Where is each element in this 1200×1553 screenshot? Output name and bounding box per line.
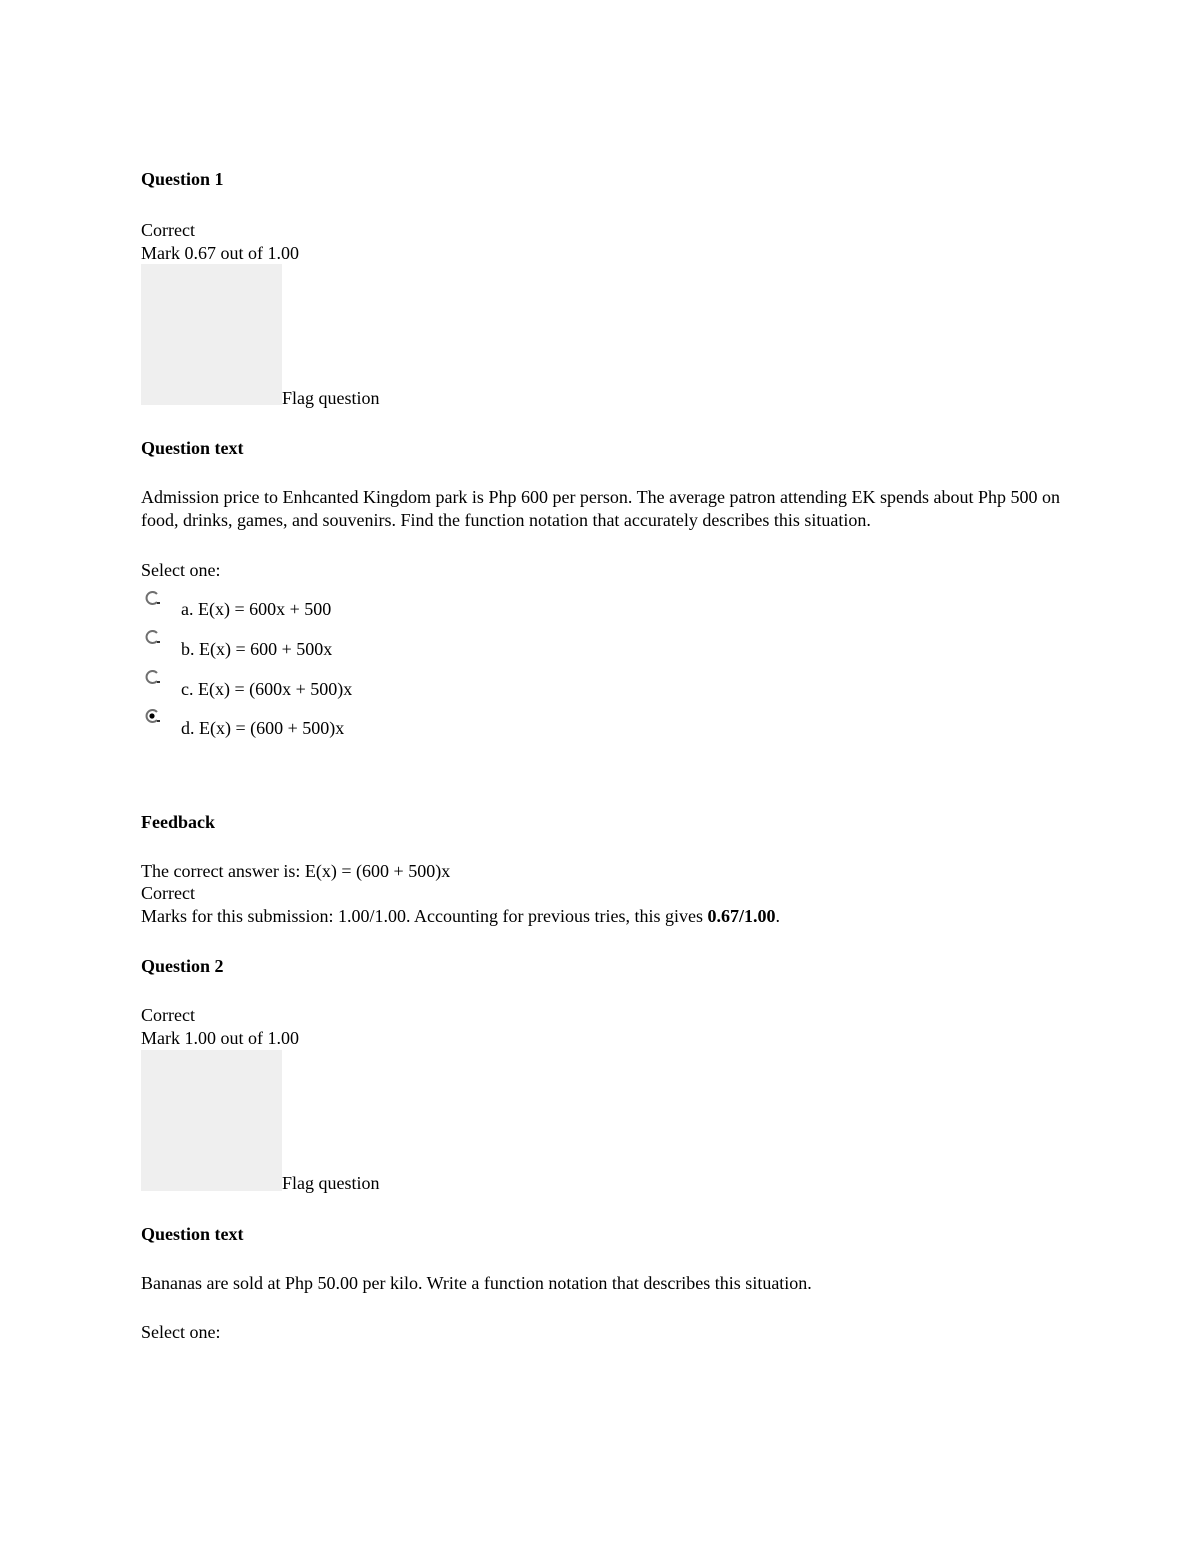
feedback-state: Correct: [141, 883, 195, 903]
radio-option-d-selected[interactable]: [145, 708, 161, 724]
question-2-text: Bananas are sold at Php 50.00 per kilo. Write a function notation that describes this situation.: [141, 1273, 812, 1293]
flag-icon-placeholder[interactable]: [141, 1050, 282, 1191]
question-2-mark: Mark 1.00 out of 1.00: [141, 1028, 299, 1048]
feedback-marks-text: Marks for this submission: 1.00/1.00. Accounting for previous tries, this gives: [141, 906, 708, 926]
question-1-text-heading: Question text: [141, 438, 244, 458]
question-1-flag-link[interactable]: Flag question: [282, 388, 380, 408]
feedback-heading: Feedback: [141, 812, 215, 832]
option-c-label[interactable]: c. E(x) = (600x + 500)x: [181, 679, 353, 699]
feedback-marks-score: 0.67/1.00: [707, 906, 776, 926]
question-1-heading: Question 1: [141, 169, 224, 189]
radio-option-b[interactable]: [145, 629, 161, 645]
question-2-flag-link[interactable]: Flag question: [282, 1173, 380, 1193]
question-1-mark: Mark 0.67 out of 1.00: [141, 243, 299, 263]
question-1-state: Correct: [141, 220, 195, 240]
feedback-marks-end: .: [775, 906, 780, 926]
feedback-correct-answer: The correct answer is: E(x) = (600 + 500)x: [141, 861, 451, 881]
option-d-label[interactable]: d. E(x) = (600 + 500)x: [181, 718, 345, 738]
question-2-prompt: Select one:: [141, 1322, 221, 1342]
question-1-prompt: Select one:: [141, 560, 221, 580]
option-b-label[interactable]: b. E(x) = 600 + 500x: [181, 639, 333, 659]
question-2-heading: Question 2: [141, 956, 224, 976]
radio-option-c[interactable]: [145, 669, 161, 685]
flag-icon-placeholder[interactable]: [141, 264, 282, 405]
question-2-text-heading: Question text: [141, 1224, 244, 1244]
option-a-label[interactable]: a. E(x) = 600x + 500: [181, 599, 332, 619]
question-1-text: Admission price to Enhcanted Kingdom park is Php 600 per person. The average patron attending EK spends about Php 500 on food, drinks, games, and souvenirs. Find the function notation that accurately describes this situation.: [141, 487, 1060, 530]
radio-option-a[interactable]: [145, 590, 161, 606]
question-2-state: Correct: [141, 1005, 195, 1025]
feedback-marks: [141, 905, 780, 928]
